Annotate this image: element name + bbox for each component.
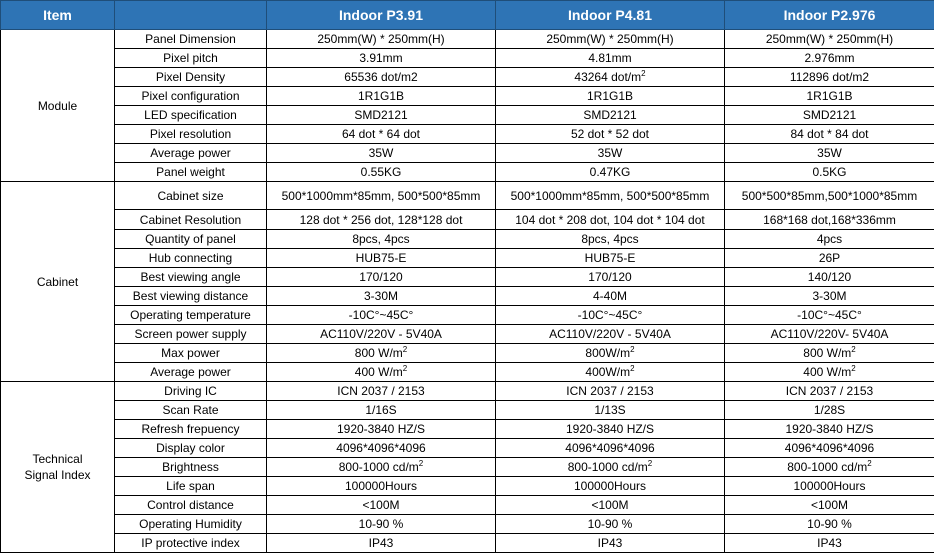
row-label: Pixel Density [115,68,267,87]
cell-col2: 43264 dot/$m^2$ [496,68,725,87]
cell-col1: 250mm(W) * 250mm(H) [267,30,496,49]
superscript: 2 [630,364,635,373]
cell-col2: 0.47KG [496,163,725,182]
table-row [1,125,934,144]
cell-col2: 1920-3840 HZ/S [496,420,725,439]
cell-col2: HUB75-E [496,249,725,268]
row-label: Driving IC [115,382,267,401]
cell-col3: 1/28S [725,401,934,420]
cell-col3: IP43 [725,534,934,553]
row-label: Scan Rate [115,401,267,420]
table-row [1,439,934,458]
header-row [1,1,934,30]
cell-col2: -10C°~45C° [496,306,725,325]
row-label: Average power [115,363,267,382]
cell-col1: HUB75-E [267,249,496,268]
group-module: Module [1,30,115,182]
cell-col1: 400 $W/m^2$ [267,363,496,382]
cell-col2: 100000Hours [496,477,725,496]
cell-col1: 800-1000 $cd/m^2$ [267,458,496,477]
row-label: Best viewing angle [115,268,267,287]
row-label: Cabinet size [115,182,267,210]
table-row [1,182,934,210]
cell-col1: 64 dot * 64 dot [267,125,496,144]
cell-col1: 1R1G1B [267,87,496,106]
table-row [1,344,934,363]
row-label: Operating Humidity [115,515,267,534]
cell-col1: 4096*4096*4096 [267,439,496,458]
row-label: Average power [115,144,267,163]
cell-col2: 52 dot * 52 dot [496,125,725,144]
cell-col2: 35W [496,144,725,163]
row-label: LED specification [115,106,267,125]
cell-col2: $400W/m^2$ [496,363,725,382]
row-label: Screen power supply [115,325,267,344]
row-label: Cabinet Resolution [115,210,267,230]
table-row [1,382,934,401]
table-row [1,515,934,534]
table-row [1,306,934,325]
cell-col2: 8pcs, 4pcs [496,230,725,249]
table-row [1,87,934,106]
cell-col3: 26P [725,249,934,268]
cell-col1: -10C°~45C° [267,306,496,325]
header-col1: Indoor P3.91 [267,1,496,30]
table-row [1,496,934,515]
cell-col3: 112896 dot/m2 [725,68,934,87]
row-label: Control distance [115,496,267,515]
row-label: Hub connecting [115,249,267,268]
cell-col3: 100000Hours [725,477,934,496]
cell-col2: 4096*4096*4096 [496,439,725,458]
row-label: Pixel pitch [115,49,267,68]
superscript: 2 [630,345,635,354]
table-row [1,30,934,49]
table-row [1,144,934,163]
table-row [1,287,934,306]
row-label: Refresh frepuency [115,420,267,439]
row-label: Display color [115,439,267,458]
cell-col1: 65536 dot/m2 [267,68,496,87]
cell-col3: 800-1000 $cd/m^2$ [725,458,934,477]
table-row [1,49,934,68]
cell-col3: 500*500*85mm,500*1000*85mm [725,182,934,210]
row-label: Life span [115,477,267,496]
cell-col1: 500*1000mm*85mm, 500*500*85mm [267,182,496,210]
header-spacer [115,1,267,30]
cell-col1: 35W [267,144,496,163]
cell-col3: -10C°~45C° [725,306,934,325]
superscript: 2 [647,459,653,468]
cell-col3: 800 $W/m^2$ [725,344,934,363]
table-row [1,477,934,496]
cell-col3: 0.5KG [725,163,934,182]
cell-col1: 800 $W/m^2$ [267,344,496,363]
row-label: IP protective index [115,534,267,553]
superscript: 2 [851,345,856,354]
cell-col3: AC110V/220V- 5V40A [725,325,934,344]
cell-col2: SMD2121 [496,106,725,125]
cell-col2: 500*1000mm*85mm, 500*500*85mm [496,182,725,210]
cell-col2: 1R1G1B [496,87,725,106]
table-row [1,163,934,182]
table-row [1,534,934,553]
cell-col3: 10-90 % [725,515,934,534]
header-col3: Indoor P2.976 [725,1,934,30]
row-label: Operating temperature [115,306,267,325]
cell-col2: 4-40M [496,287,725,306]
row-label: Panel weight [115,163,267,182]
table-row [1,210,934,230]
row-label: Best viewing distance [115,287,267,306]
cell-col1: 128 dot * 256 dot, 128*128 dot [267,210,496,230]
table-row [1,363,934,382]
cell-col3: 168*168 dot,168*336mm [725,210,934,230]
cell-col3: SMD2121 [725,106,934,125]
cell-col2: AC110V/220V - 5V40A [496,325,725,344]
cell-col1: 170/120 [267,268,496,287]
cell-col1: 8pcs, 4pcs [267,230,496,249]
superscript: 2 [402,364,408,373]
cell-col3: 1920-3840 HZ/S [725,420,934,439]
row-label: Max power [115,344,267,363]
cell-col3: 250mm(W) * 250mm(H) [725,30,934,49]
cell-col3: <100M [725,496,934,515]
row-label: Quantity of panel [115,230,267,249]
cell-col2: ICN 2037 / 2153 [496,382,725,401]
cell-col1: <100M [267,496,496,515]
cell-col1: 1/16S [267,401,496,420]
table-row [1,249,934,268]
cell-col3: 4096*4096*4096 [725,439,934,458]
cell-col2: 10-90 % [496,515,725,534]
table-row [1,420,934,439]
cell-col1: ICN 2037 / 2153 [267,382,496,401]
cell-col1: 1920-3840 HZ/S [267,420,496,439]
row-label: Pixel configuration [115,87,267,106]
superscript: 2 [867,459,872,468]
group-cabinet: Cabinet [1,182,115,382]
superscript: 2 [418,459,424,468]
superscript: 2 [641,69,646,78]
cell-col1: IP43 [267,534,496,553]
table-row [1,106,934,125]
cell-col2: 104 dot * 208 dot, 104 dot * 104 dot [496,210,725,230]
cell-col2: $800W/m^2$ [496,344,725,363]
cell-col3: 140/120 [725,268,934,287]
row-label: Pixel resolution [115,125,267,144]
cell-col1: SMD2121 [267,106,496,125]
header-col2: Indoor P4.81 [496,1,725,30]
cell-col1: AC110V/220V - 5V40A [267,325,496,344]
cell-col3: 3-30M [725,287,934,306]
cell-col3: 400 $W/m^2$ [725,363,934,382]
row-label: Brightness [115,458,267,477]
superscript: 2 [402,345,408,354]
cell-col2: 800-1000 $cd/m^2$ [496,458,725,477]
cell-col1: 0.55KG [267,163,496,182]
cell-col2: 250mm(W) * 250mm(H) [496,30,725,49]
cell-col2: 4.81mm [496,49,725,68]
cell-col3: 84 dot * 84 dot [725,125,934,144]
table-row [1,68,934,87]
table-row [1,325,934,344]
cell-col3: ICN 2037 / 2153 [725,382,934,401]
cell-col1: 100000Hours [267,477,496,496]
group-technical: Technical Signal Index [1,382,115,553]
table-row [1,458,934,477]
cell-col2: 170/120 [496,268,725,287]
row-label: Panel Dimension [115,30,267,49]
cell-col3: 2.976mm [725,49,934,68]
cell-col2: 1/13S [496,401,725,420]
header-item: Item [1,1,115,30]
table-row [1,268,934,287]
cell-col3: 4pcs [725,230,934,249]
table-row [1,230,934,249]
cell-col1: 3.91mm [267,49,496,68]
cell-col3: 35W [725,144,934,163]
cell-col1: 3-30M [267,287,496,306]
cell-col1: 10-90 % [267,515,496,534]
cell-col2: <100M [496,496,725,515]
cell-col2: IP43 [496,534,725,553]
cell-col3: 1R1G1B [725,87,934,106]
superscript: 2 [851,364,856,373]
table-row [1,401,934,420]
